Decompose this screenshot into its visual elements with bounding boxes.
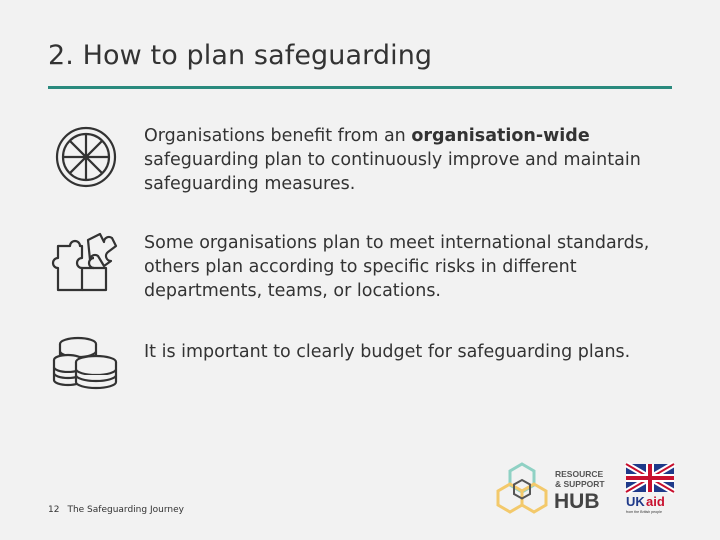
- segmented-circle-icon: [48, 125, 128, 189]
- item-2-text: Some organisations plan to meet international standards, others plan according to specific risks in different departments, teams, or locations.: [144, 233, 650, 301]
- svg-text:RESOURCE: RESOURCE: [555, 469, 604, 479]
- footer: [48, 505, 192, 515]
- svg-text:UK: UK: [626, 494, 645, 509]
- item-1-text: Organisations benefit from an organisation-wide safeguarding plan to continuously improve and maintain safeguarding measures.: [144, 126, 641, 194]
- svg-text:& SUPPORT: & SUPPORT: [555, 479, 605, 489]
- footer-label: The Safeguarding Journey: [67, 505, 184, 515]
- resource-support-hub-logo: [494, 460, 614, 520]
- puzzle-pieces-icon: [48, 230, 128, 294]
- svg-text:from the British people: from the British people: [626, 510, 662, 514]
- item-3-text: It is important to clearly budget for safeguarding plans.: [144, 342, 631, 362]
- slide-title: 2. How to plan safeguarding: [48, 40, 433, 71]
- coin-stacks-icon: [48, 330, 128, 394]
- page-number: 12: [48, 505, 60, 515]
- svg-text:aid: aid: [646, 494, 665, 509]
- svg-text:HUB: HUB: [554, 490, 600, 513]
- title-divider: [48, 86, 672, 89]
- ukaid-logo: [622, 460, 678, 520]
